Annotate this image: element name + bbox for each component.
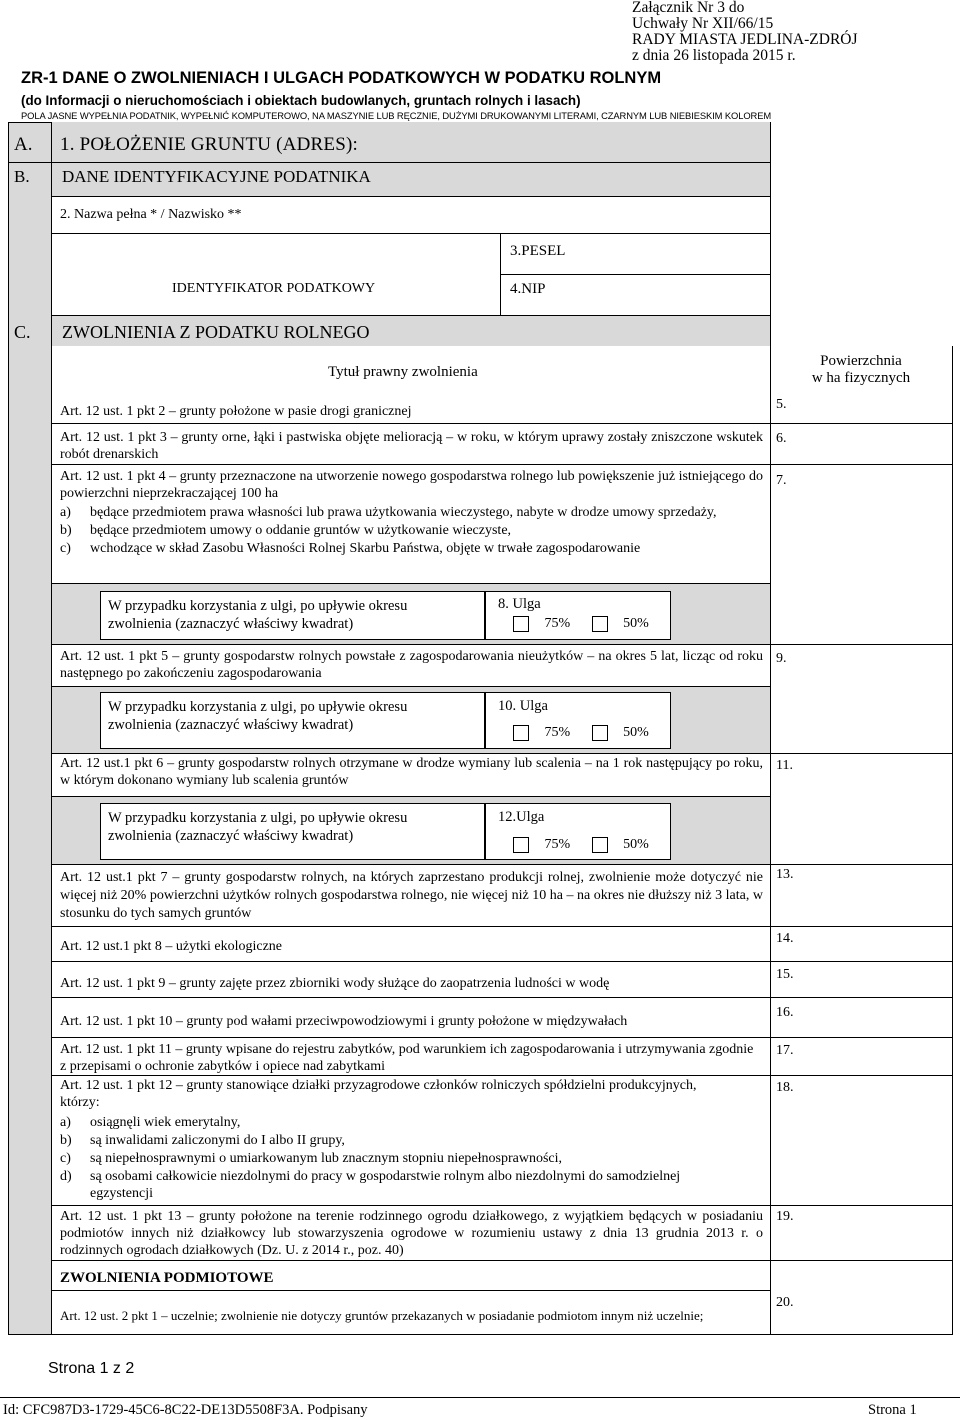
name-field[interactable] <box>51 196 771 234</box>
row-16-number: 16. <box>776 1005 794 1020</box>
relief-75-checkbox[interactable] <box>513 725 529 741</box>
area-field-5[interactable] <box>771 392 952 423</box>
row-15-number: 15. <box>776 967 794 982</box>
relief-50-checkbox[interactable] <box>592 725 608 741</box>
row-13-number: 13. <box>776 867 794 882</box>
pesel-label: 3.PESEL <box>510 243 566 259</box>
list-item: d) są osobami całkowicie niezdolnymi do pracy w gospodarstwie rolnym albo niezdolnymi do samodzielnej egzystencji <box>60 1169 681 1201</box>
area-field-7[interactable] <box>771 465 952 644</box>
row-18-number: 18. <box>776 1080 794 1095</box>
annex-line: RADY MIASTA JEDLINA-ZDRÓJ <box>632 31 858 48</box>
relief-options-12 <box>485 803 671 860</box>
area-field-17[interactable] <box>771 1038 952 1075</box>
area-field-11[interactable] <box>771 754 952 864</box>
area-field-16[interactable] <box>771 998 952 1037</box>
document-id: Id: CFC987D3-1729-45C6-8C22-DE13D5508F3A. Podpisany <box>3 1402 368 1418</box>
area-title-line: w ha fizycznych <box>811 370 911 386</box>
relief-50-label: 50% <box>623 837 649 853</box>
list-item: b) są inwalidami zaliczonymi do I albo II grupy, <box>60 1133 345 1148</box>
relief-note-8: W przypadku korzystania z ulgi, po upływie okresu zwolnienia (zaznaczyć właściwy kwadrat) <box>100 591 485 640</box>
relief-50-label: 50% <box>623 616 649 632</box>
row-7-items <box>60 504 763 557</box>
list-item: b) będące przedmiotem umowy o oddanie gruntów w użytkowanie wieczyste, <box>60 523 512 538</box>
name-field-label: 2. Nazwa pełna * / Nazwisko ** <box>60 207 242 222</box>
row-20-number: 20. <box>776 1295 794 1310</box>
section-c-letter: C. <box>14 322 31 342</box>
section-c-title: ZWOLNIENIA Z PODATKU ROLNEGO <box>62 322 370 342</box>
relief-label: 12.Ulga <box>498 809 545 825</box>
form-subtitle: (do Informacji o nieruchomościach i obiektach budowlanych, gruntach rolnych i lasach) <box>21 93 581 108</box>
area-field-13[interactable] <box>771 865 952 926</box>
form-instructions: POLA JASNE WYPEŁNIA PODATNIK, WYPEŁNIĆ KOMPUTEROWO, NA MASZYNIE LUB RĘCZNIE, DUŻYMI DRUKOWANYMI LITERAMI, CZARNYM LUB NIEBIESKIM KOLOREM <box>21 110 772 121</box>
row-18-items <box>60 1114 763 1202</box>
row-17-text: Art. 12 ust. 1 pkt 11 – grunty wpisane do rejestru zabytków, pod warunkiem ich zagospodarowania i utrzymywania zgodnie z przepisami o ochronie zabytków i opiece nad zabytkami <box>60 1042 754 1074</box>
relief-50-label: 50% <box>623 725 649 741</box>
annex-line: Załącznik Nr 3 do <box>632 0 745 16</box>
relief-label: 10. Ulga <box>498 698 548 714</box>
annex-line: Uchwały Nr XII/66/15 <box>632 15 774 32</box>
relief-50-checkbox[interactable] <box>592 837 608 853</box>
list-item: c) wchodzące w skład Zasobu Własności Rolnej Skarbu Państwa, objęte w trwałe zagospodarowanie <box>60 541 641 556</box>
row-14-text: Art. 12 ust.1 pkt 8 – użytki ekologiczne <box>60 939 283 954</box>
row-18-text: Art. 12 ust. 1 pkt 12 – grunty stanowiące działki przyzagrodowe członków rolniczych spółdzielni produkcyjnych, którzy: <box>60 1078 697 1110</box>
area-field-9[interactable] <box>771 645 952 753</box>
section-a-letter: A. <box>14 134 33 155</box>
area-field-19[interactable] <box>771 1206 952 1260</box>
area-title-line: Powierzchnia <box>820 353 902 369</box>
page-number: Strona 1 z 2 <box>48 1360 135 1377</box>
relief-75-label: 75% <box>544 725 571 741</box>
annex-line: z dnia 26 listopada 2015 r. <box>632 47 796 64</box>
relief-note-10: W przypadku korzystania z ulgi, po upływie okresu zwolnienia (zaznaczyć właściwy kwadrat) <box>100 692 485 749</box>
relief-50-checkbox[interactable] <box>592 616 608 632</box>
area-column-title <box>771 353 951 387</box>
row-14-number: 14. <box>776 931 794 946</box>
page-indicator: Strona 1 <box>868 1402 917 1418</box>
tax-identifier-label: IDENTYFIKATOR PODATKOWY <box>172 281 376 296</box>
section-b-title: DANE IDENTYFIKACYJNE PODATNIKA <box>62 167 371 186</box>
row-7-number: 7. <box>776 473 787 488</box>
row-6-text: Art. 12 ust. 1 pkt 3 – grunty orne, łąki i pastwiska objęte melioracją – w roku, w którym uprawy zostały zniszczone wskutek robót drenarskich <box>60 430 763 462</box>
area-field-18[interactable] <box>771 1076 952 1205</box>
left-strip <box>8 122 51 1334</box>
relief-75-label: 75% <box>544 837 571 853</box>
area-field-14[interactable] <box>771 927 952 961</box>
section-a-title: 1. POŁOŻENIE GRUNTU (ADRES): <box>60 134 358 155</box>
relief-75-checkbox[interactable] <box>513 616 529 632</box>
section-b-letter: B. <box>14 167 30 186</box>
title-column-label: Tytuł prawny zwolnienia <box>328 364 478 380</box>
row-11-number: 11. <box>776 758 793 773</box>
form-title: ZR-1 DANE O ZWOLNIENIACH I ULGACH PODATKOWYCH W PODATKU ROLNYM <box>21 69 662 87</box>
row-15-text: Art. 12 ust. 1 pkt 9 – grunty zajęte przez zbiorniki wody służące do zaopatrzenia ludności w wodę <box>60 976 610 991</box>
row-5-text: Art. 12 ust. 1 pkt 2 – grunty położone w pasie drogi granicznej <box>60 404 412 419</box>
row-13-text: Art. 12 ust.1 pkt 7 – grunty gospodarstw rolnych, na których zaprzestano produkcji rolnej, zwolnienie może dotyczyć nie więcej niż 20% powierzchni użytków rolnych gospodarstwa rolnego, nie więcej niż 10 ha – na okres nie dłuższy niż 3 lata, w stosunku do tych samych gruntów <box>60 870 763 921</box>
area-field-20[interactable] <box>771 1261 952 1334</box>
row-5-number: 5. <box>776 397 787 412</box>
row-7-text <box>60 468 763 502</box>
subjective-exemptions-title: ZWOLNIENIA PODMIOTOWE <box>60 1270 274 1286</box>
area-field-6[interactable] <box>771 424 952 464</box>
relief-75-label: 75% <box>544 616 571 632</box>
row-20-text: Art. 12 ust. 2 pkt 1 – uczelnie; zwolnienie nie dotyczy gruntów przekazanych w posiadanie podmiotom innym niż uczelnie; <box>60 1308 704 1323</box>
tax-identifier-box <box>51 233 501 316</box>
relief-note-12: W przypadku korzystania z ulgi, po upływie okresu zwolnienia (zaznaczyć właściwy kwadrat) <box>100 803 485 860</box>
area-field-15[interactable] <box>771 962 952 997</box>
annex-header <box>632 0 858 64</box>
row-9-text: Art. 12 ust. 1 pkt 5 – grunty gospodarstw rolnych powstałe z zagospodarowania nieużytków – na okres 5 lat, licząc od roku następnego po zakończeniu zagospodarowania <box>60 649 763 681</box>
pesel-field[interactable] <box>500 233 771 275</box>
list-item: a) osiągnęli wiek emerytalny, <box>60 1115 241 1130</box>
relief-label: 8. Ulga <box>498 596 541 612</box>
nip-field[interactable] <box>500 274 771 316</box>
relief-options-10 <box>485 692 671 749</box>
row-7-main: Art. 12 ust. 1 pkt 4 – grunty przeznaczone na utworzenie nowego gospodarstwa rolnego lub powiększenie już istniejącego do powierzchni nieprzekraczającej 100 ha <box>60 469 763 501</box>
list-item: c) są niepełnosprawnymi o umiarkowanym lub znacznym stopniu niepełnosprawności, <box>60 1151 563 1166</box>
row-6-number: 6. <box>776 431 787 446</box>
row-17-number: 17. <box>776 1043 794 1058</box>
row-9-number: 9. <box>776 651 787 666</box>
nip-label: 4.NIP <box>510 281 546 297</box>
row-11-text: Art. 12 ust.1 pkt 6 – grunty gospodarstw rolnych otrzymane w drodze wymiany lub scalenia – na 1 rok następujący po roku, w którym dokonano wymiany lub scalenia gruntów <box>60 756 763 788</box>
row-19-number: 19. <box>776 1209 794 1224</box>
row-16-text: Art. 12 ust. 1 pkt 10 – grunty pod wałami przeciwpowodziowymi i grunty położone w międzywałach <box>60 1014 628 1029</box>
relief-options-8 <box>485 591 671 640</box>
list-item: a) będące przedmiotem prawa własności lub prawa użytkowania wieczystego, nabyte w drodze umowy sprzedaży, <box>60 505 717 520</box>
row-19-text: Art. 12 ust. 1 pkt 13 – grunty położone na terenie rodzinnego ogrodu działkowego, z wyjątkiem będących w posiadaniu podmiotów innych niż działkowcy lub stowarzyszenia ogrodowe w rozumieniu ustawy z dnia 13 grudnia 2013 r. o rodzinnych ogrodach działkowych (Dz. U. z 2014 r., poz. 40) <box>60 1209 763 1258</box>
relief-75-checkbox[interactable] <box>513 837 529 853</box>
